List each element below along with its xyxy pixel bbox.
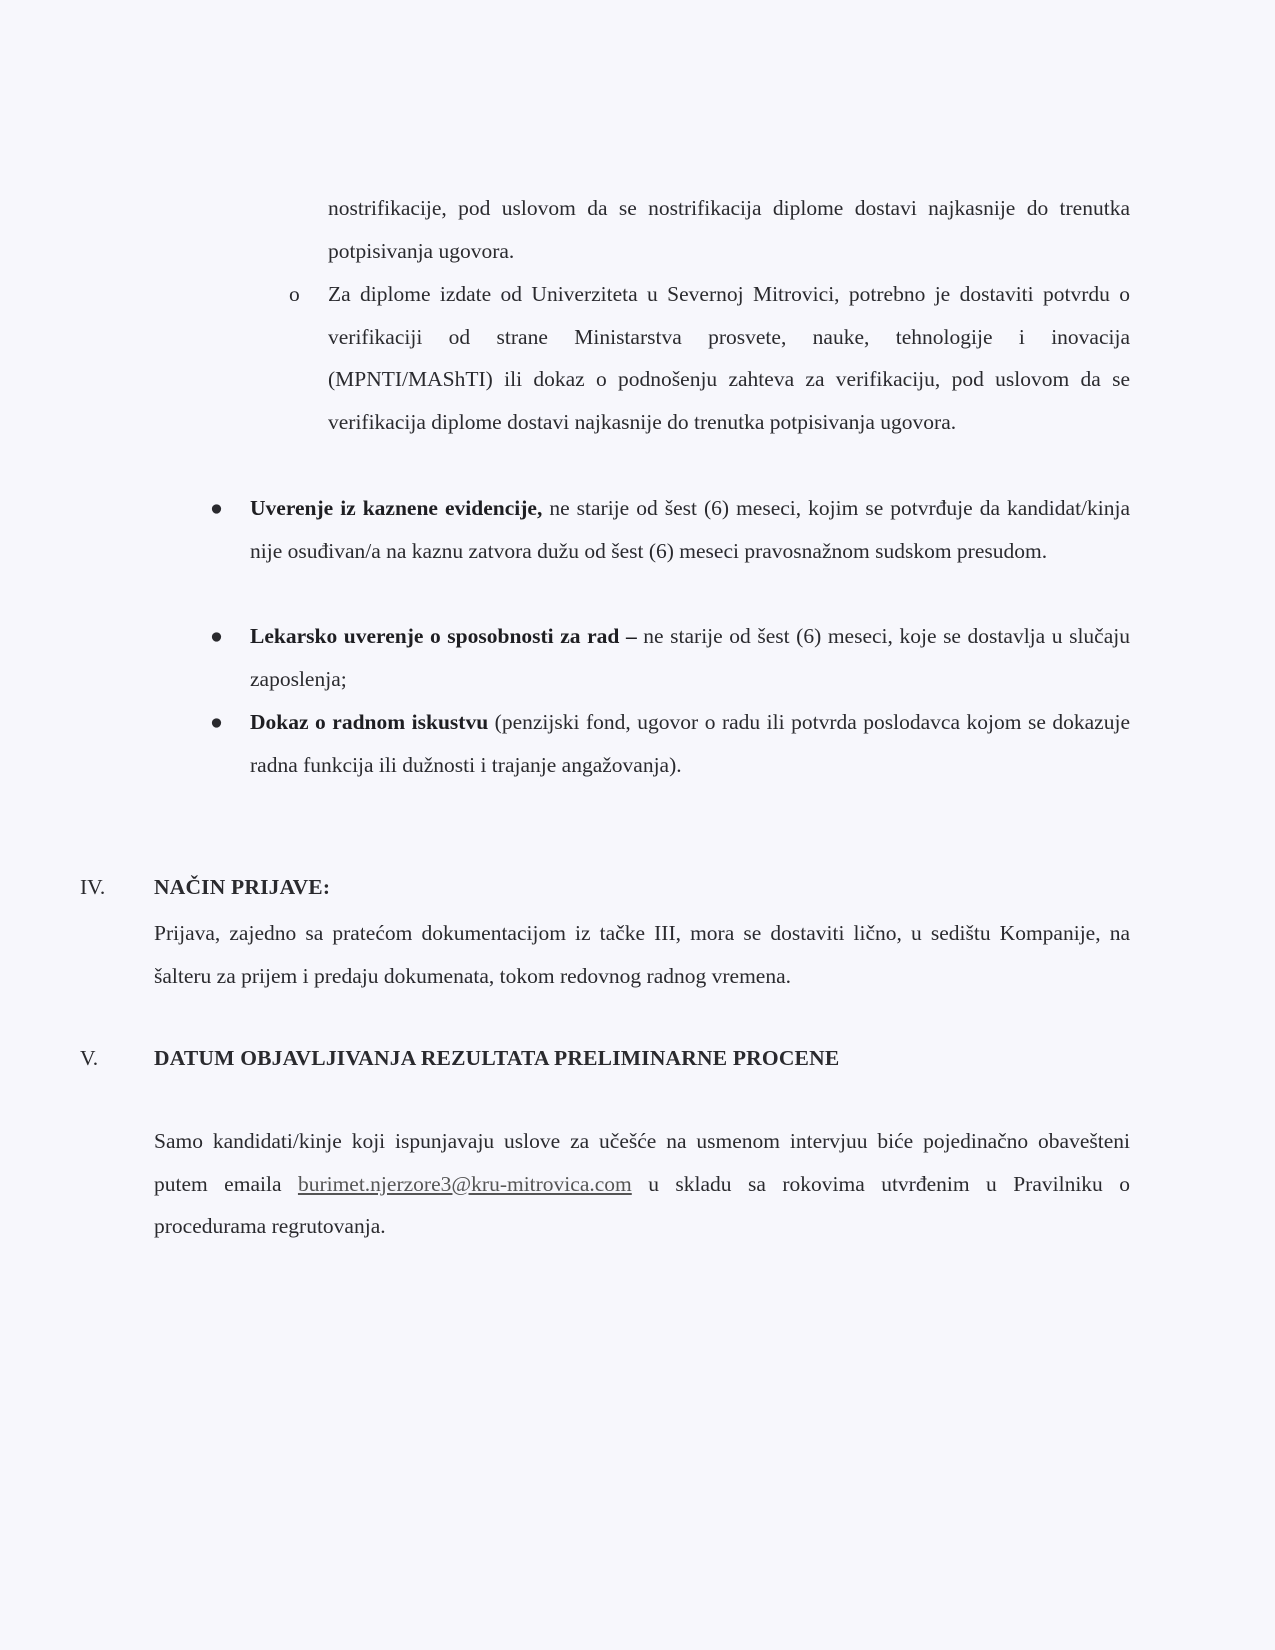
bullet-medical-certificate [250,615,1130,700]
section-iv-title: NAČIN PRIJAVE: [154,875,331,899]
bullet-text: ne starije od šest (6) meseci, koje se dostavlja u slučaju zaposlenja; [250,624,1130,691]
bullet-icon: ● [210,624,223,648]
bullet-title: Uverenje iz kaznene evidencije, [250,496,543,520]
bullet-work-experience [250,701,1130,786]
bullet-text: (penzijski fond, ugovor o radu ili potvrda poslodavca kojom se dokazuje radna funkcija ili dužnosti i trajanje angažovanja). [250,710,1130,777]
bullet-title: Lekarsko uverenje o sposobnosti za rad – [250,624,637,648]
email-link[interactable]: burimet.njerzore3@kru-mitrovica.com [297,1171,632,1196]
sub-item-nostrification: nostrifikacije, pod uslovom da se nostrifikacija diplome dostavi najkasnije do trenutka potpisivanja ugovora. [328,196,1130,263]
section-v-title: DATUM OBJAVLJIVANJA REZULTATA PRELIMINARNE PROCENE [154,1046,840,1070]
section-v-number: V. [80,1046,99,1070]
bullet-title: Dokaz o radnom iskustvu [250,710,489,734]
sub-item-verification: Za diplome izdate od Univerziteta u Severnoj Mitrovici, potrebno je dostaviti potvrdu o verifikaciji od strane Ministarstva prosvete, nauke, tehnologije i inovacija (MPNTI/MAShTI) ili dokaz o podnošenju zahteva za verifikaciju, pod uslovom da se verifikacija diplome dostavi najkasnije do trenutka potpisivanja ugovora. [328,282,1130,434]
bullet-criminal-record [250,487,1130,572]
bullet-icon: ● [210,496,223,520]
section-v-text-after: u skladu sa rokovima utvrđenim u Pravilniku o procedurama regrutovanja. [154,1171,1130,1239]
section-v-text-before: Samo kandidati/kinje koji ispunjavaju uslove za učešće na usmenom intervjuu biće pojedinačno obavešteni putem emaila [154,1129,1130,1196]
section-iv-number: IV. [80,875,106,899]
bullet-text: ne starije od šest (6) meseci, kojim se potvrđuje da kandidat/kinja nije osuđivan/a na kaznu zatvora dužu od šest (6) meseci pravosnažnom sudskom presudom. [250,496,1131,563]
bullet-icon: ● [210,710,223,734]
section-v-text [154,1120,1130,1248]
section-iv-text: Prijava, zajedno sa pratećom dokumentacijom iz tačke III, mora se dostaviti lično, u sedištu Kompanije, na šalteru za prijem i predaju dokumenata, tokom redovnog radnog vremena. [154,921,1130,988]
sub-bullet-marker: o [289,282,300,306]
